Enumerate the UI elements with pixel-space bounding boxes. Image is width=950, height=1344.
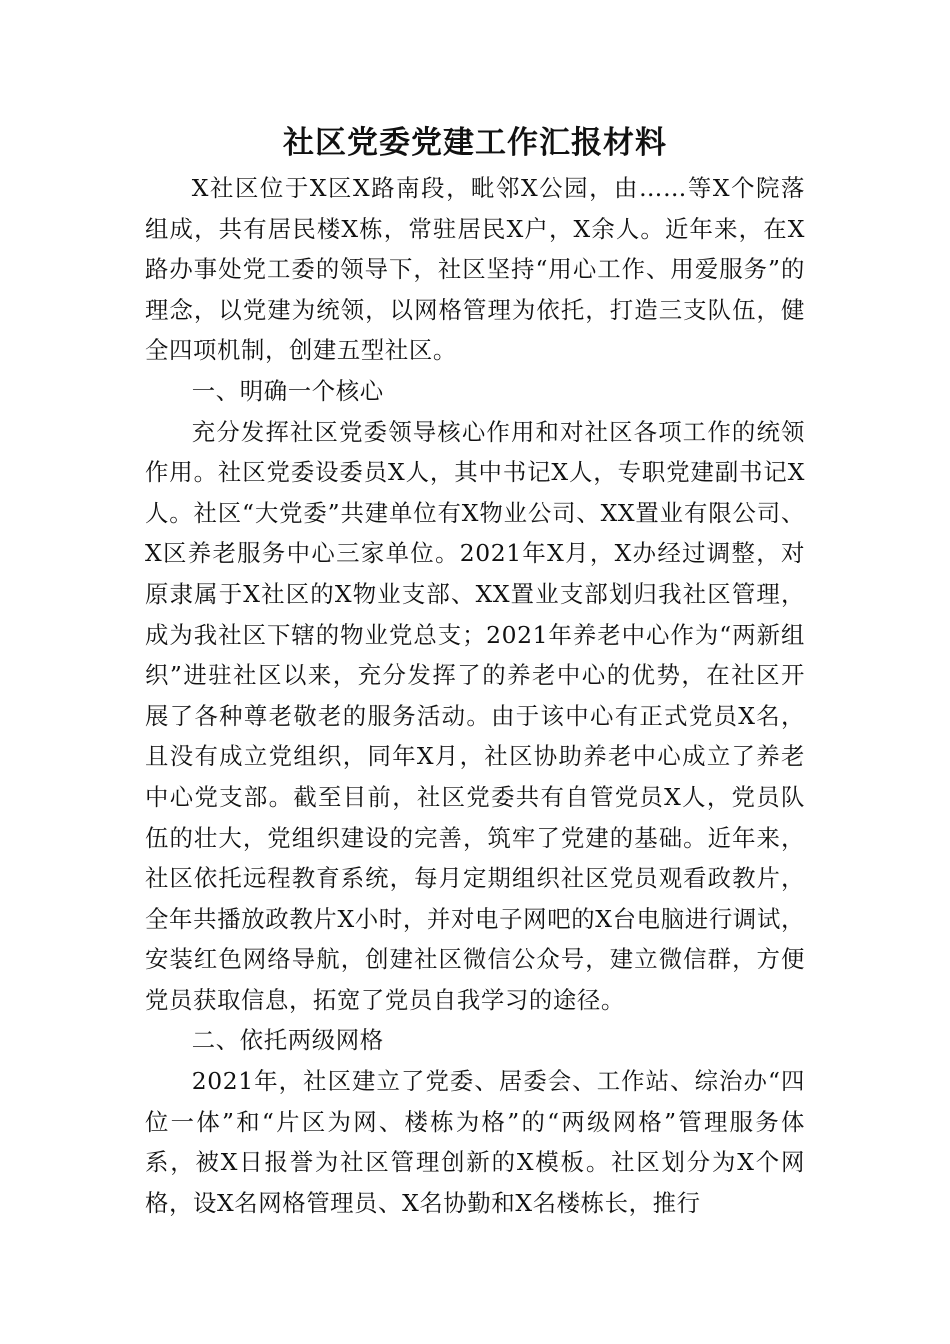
document-title: 社区党委党建工作汇报材料 bbox=[283, 125, 667, 161]
section-1-paragraph: 充分发挥社区党委领导核心作用和对社区各项工作的统领作用。社区党委设委员X人，其中书记X人，专职党建副书记X人。社区“大党委”共建单位有X物业公司、XX置业有限公司、X区养老服务中心三家单位。2021年X月，X办经过调整，对原隶属于X社区的X物业支部、XX置业支部划归我社区管理，成为我社区下辖的物业党总支；2021年养老中心作为“两新组织”进驻社区以来，充分发挥了的养老中心的优势，在社区开展了各种尊老敬老的服务活动。由于该中心有正式党员X名，且没有成立党组织，同年X月，社区协助养老中心成立了养老中心党支部。截至目前，社区党委共有自管党员X人，党员队伍的壮大，党组织建设的完善，筑牢了党建的基础。近年来，社区依托远程教育系统，每月定期组织社区党员观看政教片，全年共播放政教片X小时，并对电子网吧的X台电脑进行调试，安装红色网络导航，创建社区微信公众号，建立微信群，方便党员获取信息，拓宽了党员自我学习的途径。 bbox=[145, 417, 805, 1014]
section-1-heading: 一、明确一个核心 bbox=[191, 376, 384, 405]
section-2-paragraph: 2021年，社区建立了党委、居委会、工作站、综治办“四位一体”和“片区为网、楼栋为格”的“两级网格”管理服务体系，被X日报誉为社区管理创新的X模板。社区划分为X个网格，设X名网格管理员、X名协勤和X名楼栋长，推行 bbox=[145, 1067, 805, 1217]
document-page bbox=[145, 118, 805, 1223]
section-2-heading: 二、依托两级网格 bbox=[191, 1026, 384, 1055]
intro-paragraph: X社区位于X区X路南段，毗邻X公园，由……等X个院落组成，共有居民楼X栋，常驻居民X户，X余人。近年来，在X路办事处党工委的领导下，社区坚持“用心工作、用爱服务”的理念，以党建为统领，以网格管理为依托，打造三支队伍，健全四项机制，创建五型社区。 bbox=[145, 174, 805, 365]
